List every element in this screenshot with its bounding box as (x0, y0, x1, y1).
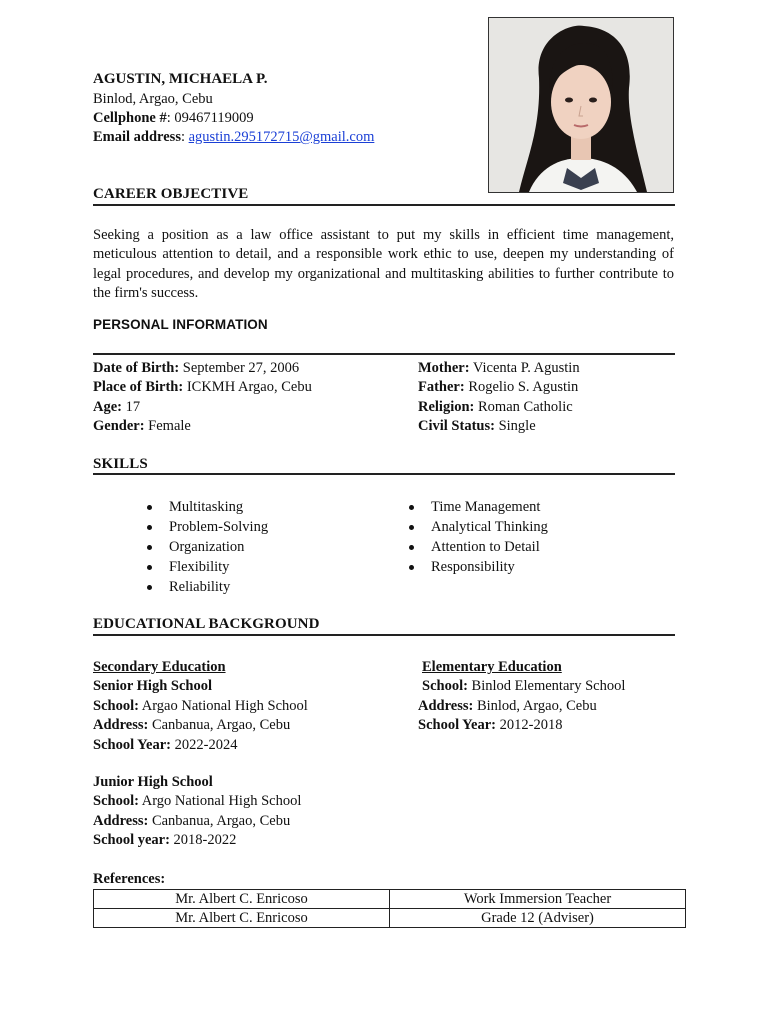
skills-list-left (147, 497, 268, 597)
email-label: Email address (93, 129, 181, 145)
jhs-address-row (93, 812, 301, 831)
jhs-year-row (93, 831, 301, 850)
senior-high-heading: Senior High School (93, 678, 212, 695)
elem-school-value: Binlod Elementary School (467, 678, 626, 695)
jhs-school-value: Argo National High School (138, 793, 302, 810)
jhs-school-row (93, 792, 301, 811)
birth-place-label: Place of Birth: (93, 379, 184, 396)
birth-date-label: Date of Birth: (93, 360, 180, 376)
shs-year-label: School Year: (93, 736, 171, 753)
father-value: Rogelio S. Agustin (464, 379, 579, 396)
secondary-education-block (93, 658, 308, 755)
personal-info-divider (93, 353, 675, 355)
shs-year-row (93, 736, 308, 755)
shs-school-row (93, 697, 308, 716)
elem-year-label: School Year: (418, 717, 496, 734)
reference-name: Mr. Albert C. Enricoso (94, 909, 390, 928)
skills-list-right (409, 497, 548, 577)
civil-status-row (418, 417, 580, 436)
skill-item: Problem-Solving (147, 517, 268, 537)
elementary-education-heading: Elementary Education (422, 659, 562, 675)
reference-role: Work Immersion Teacher (390, 890, 686, 909)
jhs-year-value: 2018-2022 (169, 832, 237, 849)
father-row (418, 378, 580, 397)
education-divider (93, 634, 675, 636)
skills-heading: SKILLS (93, 456, 148, 472)
mother-row (418, 359, 580, 378)
religion-row (418, 398, 580, 417)
skills-divider (93, 473, 675, 475)
junior-high-block (93, 773, 301, 851)
jhs-address-label: Address: (93, 812, 149, 829)
gender-value: Female (144, 418, 191, 435)
career-objective-divider (93, 204, 675, 206)
age-label: Age: (93, 398, 122, 415)
skill-item: Multitasking (147, 497, 268, 517)
shs-address-value: Canbanua, Argao, Cebu (148, 717, 291, 734)
shs-school-label: School: (93, 697, 139, 714)
elem-year-value: 2012-2018 (496, 717, 563, 734)
cellphone-line (93, 109, 254, 128)
profile-photo-image (489, 18, 673, 192)
junior-high-heading: Junior High School (93, 774, 213, 790)
religion-value: Roman Catholic (474, 398, 573, 415)
cellphone-value: : 09467119009 (166, 110, 254, 126)
mother-label: Mother: (418, 360, 470, 376)
skill-item: Time Management (409, 497, 548, 517)
elem-school-label: School: (422, 678, 468, 695)
elem-address-row (418, 697, 625, 716)
shs-address-row (93, 716, 308, 735)
age-row (93, 398, 312, 417)
profile-photo (488, 17, 674, 193)
table-row (94, 909, 686, 928)
cellphone-label: Cellphone # (93, 110, 167, 126)
email-link[interactable]: agustin.295172715@gmail.com (188, 129, 375, 145)
personal-info-heading: PERSONAL INFORMATION (93, 317, 268, 332)
table-row (94, 890, 686, 909)
personal-info-right (418, 359, 580, 437)
elem-address-label: Address: (418, 697, 474, 714)
shs-year-value: 2022-2024 (171, 736, 238, 753)
skill-item: Responsibility (409, 557, 548, 577)
skill-item: Organization (147, 537, 268, 557)
civil-status-label: Civil Status: (418, 418, 495, 435)
elementary-education-block (418, 658, 625, 736)
education-heading: EDUCATIONAL BACKGROUND (93, 616, 320, 632)
applicant-name: AGUSTIN, MICHAELA P. (93, 71, 268, 87)
elem-year-row (418, 716, 625, 735)
jhs-address-value: Canbanua, Argao, Cebu (148, 812, 291, 829)
applicant-address: Binlod, Argao, Cebu (93, 91, 213, 107)
references-heading: References: (93, 871, 166, 887)
gender-row (93, 417, 312, 436)
skill-item: Attention to Detail (409, 537, 548, 557)
birth-place-row (93, 378, 312, 397)
elem-address-value: Binlod, Argao, Cebu (473, 697, 597, 714)
shs-address-label: Address: (93, 717, 149, 734)
skill-item: Reliability (147, 577, 268, 597)
gender-label: Gender: (93, 418, 145, 435)
reference-role: Grade 12 (Adviser) (390, 909, 686, 928)
email-separator: : (180, 129, 189, 145)
secondary-education-heading: Secondary Education (93, 659, 226, 675)
elem-school-row (418, 677, 625, 696)
birth-date-row (93, 359, 312, 378)
jhs-school-label: School: (93, 793, 139, 810)
mother-value: Vicenta P. Agustin (469, 360, 580, 376)
civil-status-value: Single (494, 418, 536, 435)
religion-label: Religion: (418, 398, 475, 415)
reference-name: Mr. Albert C. Enricoso (94, 890, 390, 909)
age-value: 17 (122, 398, 141, 415)
personal-info-left (93, 359, 312, 437)
career-objective-heading: CAREER OBJECTIVE (93, 186, 249, 202)
email-line (93, 128, 374, 147)
birth-date-value: September 27, 2006 (179, 360, 300, 376)
references-table (93, 889, 686, 928)
skill-item: Analytical Thinking (409, 517, 548, 537)
career-objective-text: Seeking a position as a law office assistant to put my skills in efficient time management, meticulous attention to detail, and a responsible work ethic to use, deepen my understanding of legal procedures, and develop my organizational and multitasking abilities to further contribute to the firm's success. (93, 227, 674, 302)
jhs-year-label: School year: (93, 832, 170, 849)
shs-school-value: Argao National High School (138, 697, 308, 714)
birth-place-value: ICKMH Argao, Cebu (183, 379, 312, 396)
father-label: Father: (418, 379, 465, 396)
skill-item: Flexibility (147, 557, 268, 577)
